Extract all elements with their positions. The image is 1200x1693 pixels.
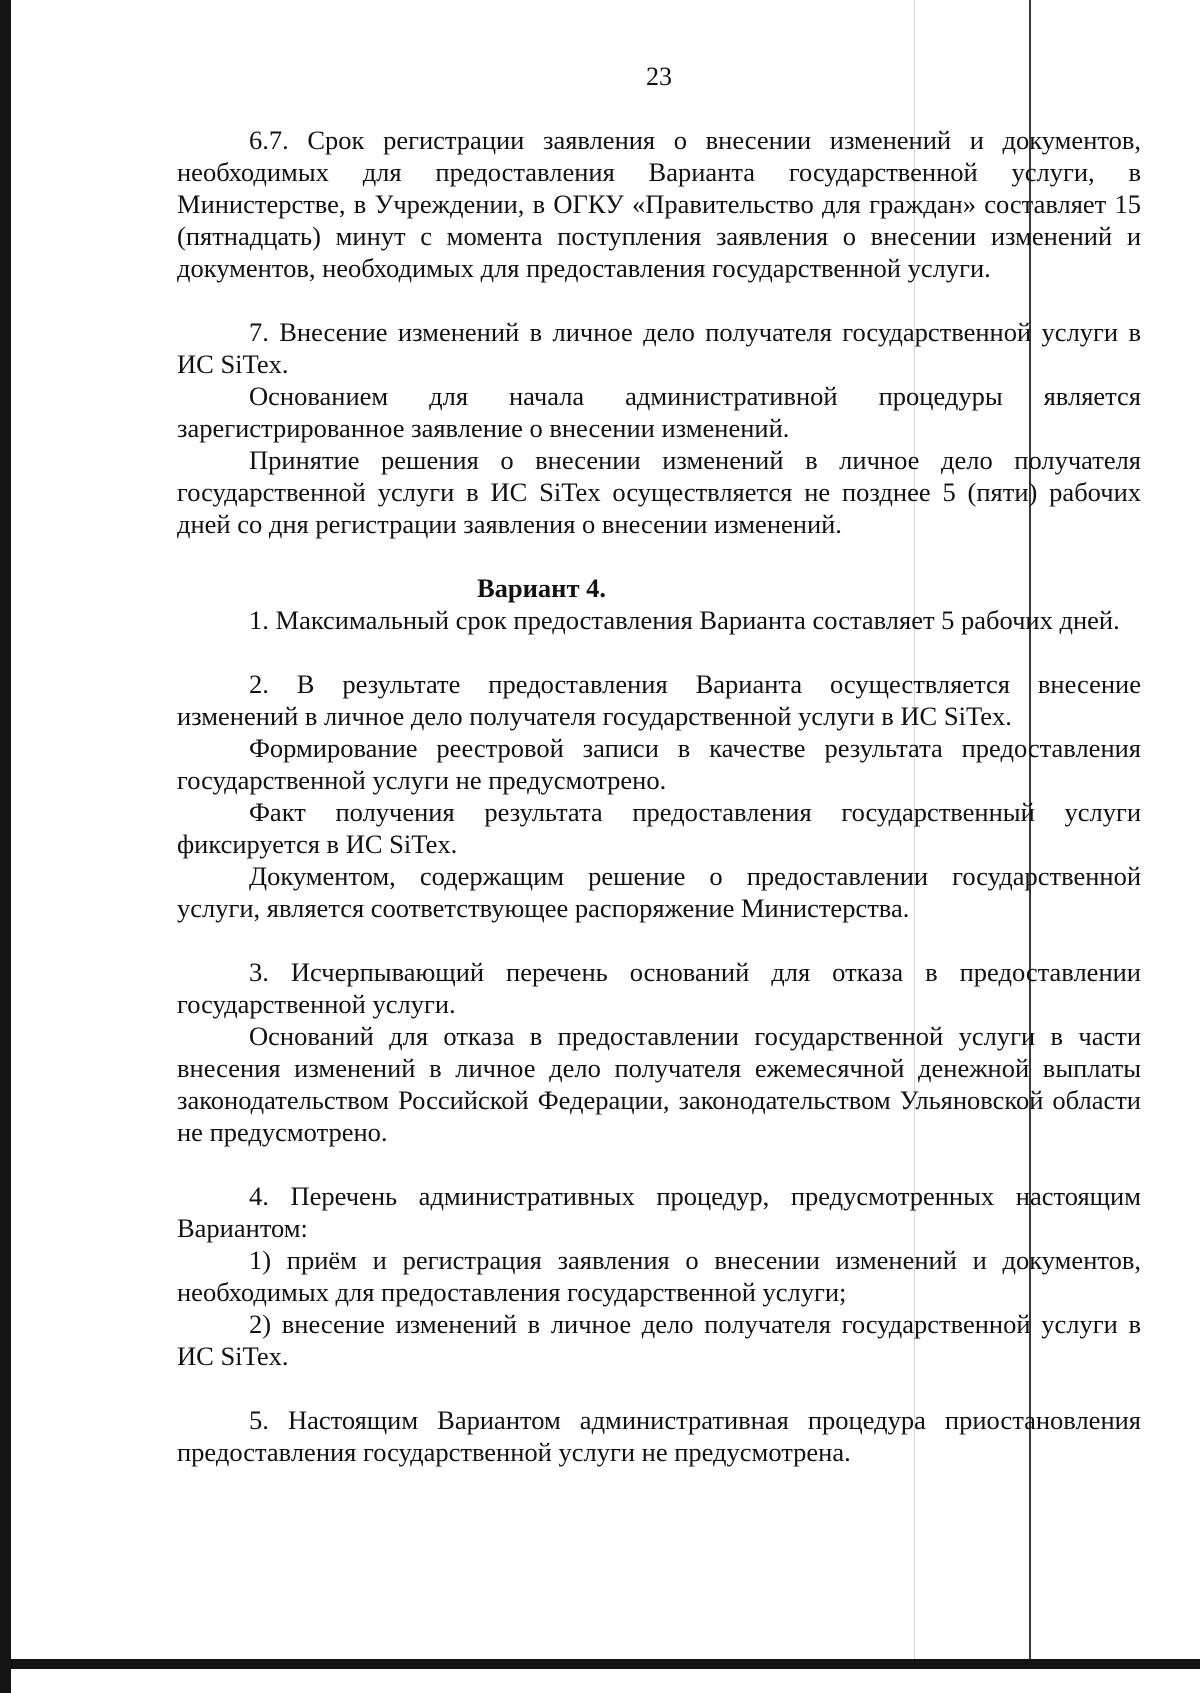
paragraph-v4-5: 5. Настоящим Вариантом административная процедура приостановления предоставления государственной услуги не предусмотрена. [177, 1405, 1141, 1467]
paragraph-v4-4-item-2: 2) внесение изменений в личное дело получателя государственной услуги в ИС SiTex. [177, 1309, 1141, 1371]
paragraph-v4-2-registry: Формирование реестровой записи в качестве результата предоставления государственной услуги не предусмотрено. [177, 733, 1141, 795]
scan-border-left [0, 0, 11, 1693]
scan-border-bottom [0, 1659, 1200, 1669]
paragraph-v4-2-fact: Факт получения результата предоставления государственный услуги фиксируется в ИС SiTex. [177, 797, 1141, 859]
paragraph-7-decision: Принятие решения о внесении изменений в личное дело получателя государственной услуги в ИС SiTex осуществляется не позднее 5 (пяти) рабочих дней со дня регистрации заявления о внесении изменений. [177, 445, 1141, 539]
document-body [177, 124, 1141, 1468]
page-number: 23 [646, 62, 672, 91]
paragraph-v4-4-item-1: 1) приём и регистрация заявления о внесении изменений и документов, необходимых для предоставления государственной услуги; [177, 1245, 1141, 1307]
paragraph-v4-2-document: Документом, содержащим решение о предоставлении государственной услуги, является соответствующее распоряжение Министерства. [177, 861, 1141, 923]
paragraph-6-7: 6.7. Срок регистрации заявления о внесении изменений и документов, необходимых для предоставления Варианта государственной услуги, в Министерстве, в Учреждении, в ОГКУ «Правительство для граждан» составляет 15 (пятнадцать) минут с момента поступления заявления о внесении изменений и документов, необходимых для предоставления государственной услуги. [177, 125, 1141, 283]
paragraph-v4-3: 3. Исчерпывающий перечень оснований для отказа в предоставлении государственной услуги. [177, 957, 1141, 1019]
paragraph-v4-4: 4. Перечень административных процедур, предусмотренных настоящим Вариантом: [177, 1181, 1141, 1243]
paragraph-7-basis: Основанием для начала административной процедуры является зарегистрированное заявление о внесении изменений. [177, 381, 1141, 443]
paragraph-v4-1: 1. Максимальный срок предоставления Варианта составляет 5 рабочих дней. [249, 605, 1120, 635]
paragraph-v4-2: 2. В результате предоставления Варианта осуществляется внесение изменений в личное дело получателя государственной услуги в ИС SiTex. [177, 669, 1141, 731]
variant-4-heading: Вариант 4. [477, 573, 606, 603]
paragraph-v4-3-grounds: Оснований для отказа в предоставлении государственной услуги в части внесения изменений в личное дело получателя ежемесячной денежной выплаты законодательством Российской Федерации, законодательством Ульяновской области не предусмотрено. [177, 1021, 1141, 1147]
paragraph-7-heading: 7. Внесение изменений в личное дело получателя государственной услуги в ИС SiTex. [177, 317, 1141, 379]
